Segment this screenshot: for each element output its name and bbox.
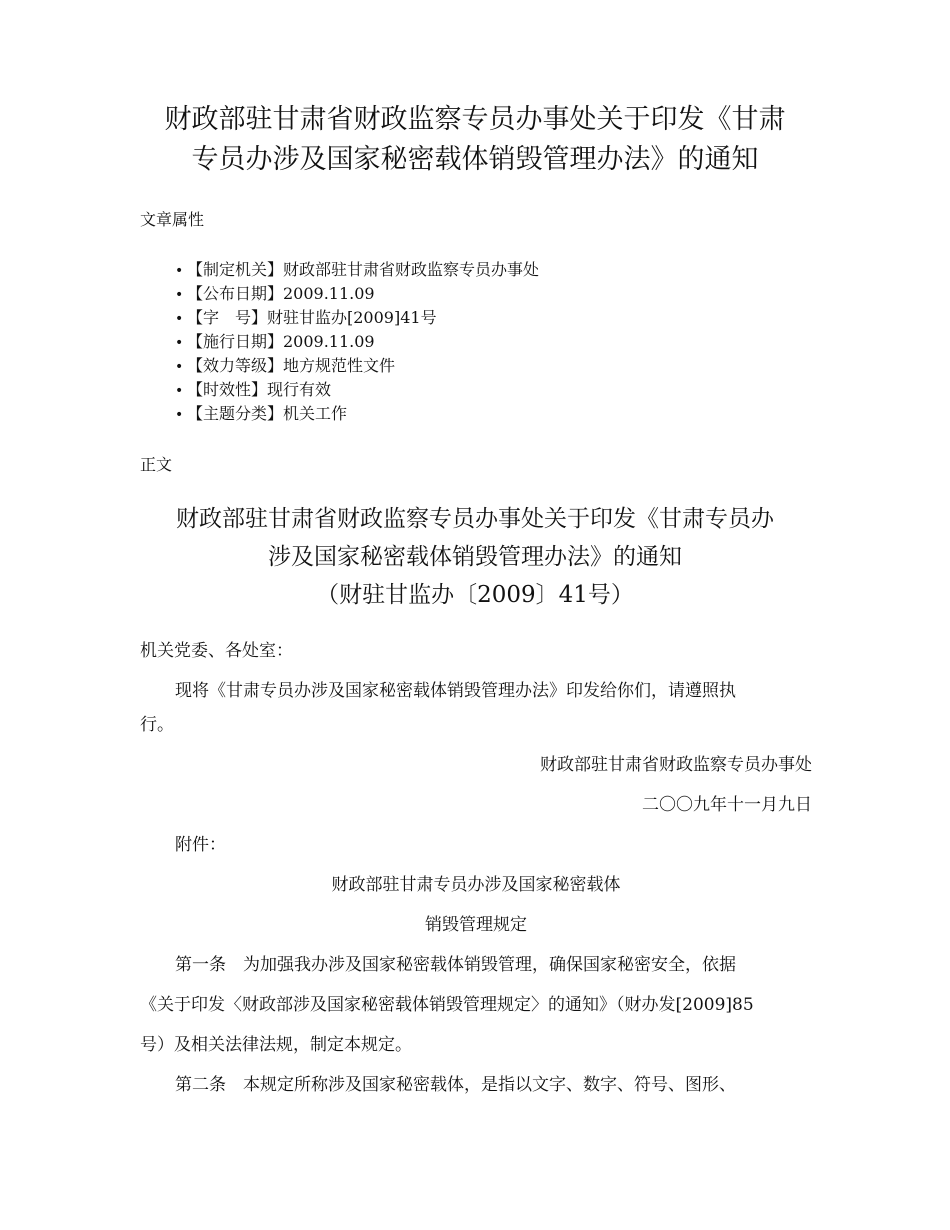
addressee: 机关党委、各处室： [140,641,293,661]
property-item [175,378,539,402]
bullet-icon: • [175,311,184,327]
property-item [175,402,539,426]
main-title-line: （财驻甘监办〔2009〕41号） [316,582,634,608]
property-text: 【公布日期】2009.11.09 [187,284,375,303]
bullet-icon: • [175,383,184,399]
notice-paragraph-line: 现将《甘肃专员办涉及国家秘密载体销毁管理办法》印发给你们，请遵照执 [175,681,736,701]
bullet-icon: • [175,287,184,303]
property-text: 【字 号】财驻甘监办[2009]41号 [187,308,437,327]
bullet-icon: • [175,359,184,375]
article-1-line: 第一条 为加强我办涉及国家秘密载体销毁管理，确保国家秘密安全，依据 [175,955,736,975]
signature-date: 二〇〇九年十一月九日 [642,795,812,815]
document-title [120,100,830,180]
property-item [175,306,539,330]
main-title-line: 财政部驻甘肃省财政监察专员办事处关于印发《甘肃专员办 [176,506,774,532]
signature-org: 财政部驻甘肃省财政监察专员办事处 [540,755,812,775]
property-text: 【制定机关】财政部驻甘肃省财政监察专员办事处 [187,260,540,279]
body-heading: 正文 [140,455,173,474]
property-text: 【施行日期】2009.11.09 [187,332,375,351]
attachment-label: 附件： [175,835,226,855]
bullet-icon: • [175,335,184,351]
article-1-line: 号）及相关法律法规，制定本规定。 [140,1035,412,1055]
property-item [175,258,539,282]
attachment-title-line: 销毁管理规定 [425,915,527,935]
property-item [175,282,539,306]
property-text: 【时效性】现行有效 [187,380,332,399]
document-title-line: 专员办涉及国家秘密载体销毁管理办法》的通知 [191,144,759,175]
property-text: 【效力等级】地方规范性文件 [187,356,396,375]
attachment-title-line: 财政部驻甘肃专员办涉及国家秘密载体 [331,875,621,895]
document-title-line: 财政部驻甘肃省财政监察专员办事处关于印发《甘肃 [164,104,786,135]
main-title-line: 涉及国家秘密载体销毁管理办法》的通知 [268,544,682,570]
notice-paragraph-line: 行。 [140,715,174,735]
property-item [175,330,539,354]
bullet-icon: • [175,263,184,279]
property-item [175,354,539,378]
properties-heading: 文章属性 [140,210,205,229]
main-title [120,500,830,614]
article-2-line: 第二条 本规定所称涉及国家秘密载体，是指以文字、数字、符号、图形、 [175,1075,736,1095]
document-body [140,634,812,1102]
properties-list [175,258,539,426]
bullet-icon: • [175,407,184,423]
article-1-line: 《关于印发〈财政部涉及国家秘密载体销毁管理规定〉的通知》（财办发[2009]85 [140,995,754,1015]
property-text: 【主题分类】机关工作 [187,404,348,423]
